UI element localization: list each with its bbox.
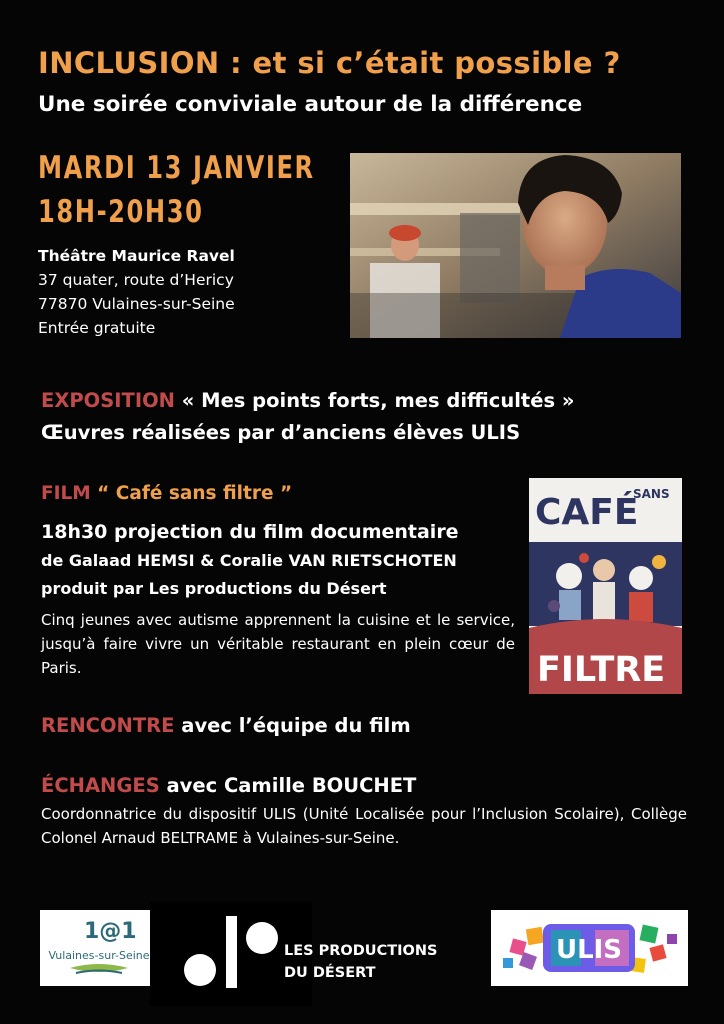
film-directors-line: de Galaad HEMSI & Coralie VAN RIETSCHOTEN — [41, 551, 457, 570]
echanges-heading — [41, 774, 416, 797]
venue-address-line1: 37 quater, route d’Hericy — [38, 271, 234, 289]
film-title: “ Café sans filtre ” — [90, 483, 293, 504]
film-description: Cinq jeunes avec autisme apprennent la cuisine et le service, jusqu’à faire vivre un véritable restaurant en plein cœur de Paris. — [41, 611, 515, 677]
ulis-logo-text: ULIS — [555, 935, 623, 965]
echanges-text: avec Camille BOUCHET — [159, 774, 417, 797]
entry-info: Entrée gratuite — [38, 319, 156, 337]
echanges-label: ÉCHANGES — [41, 774, 160, 797]
exposition-label: EXPOSITION — [41, 389, 175, 412]
ulis-logo — [491, 910, 688, 986]
productions-logo-line1: LES PRODUCTIONS — [284, 943, 438, 959]
venue-address-line2: 77870 Vulaines-sur-Seine — [38, 295, 235, 313]
exposition-heading — [41, 389, 574, 412]
event-time: 18H-20H30 — [38, 194, 204, 230]
exposition-title: « Mes points forts, mes difficultés » — [174, 389, 575, 412]
productions-logo-text — [284, 940, 437, 984]
productions-logo-line2: DU DÉSERT — [284, 965, 376, 981]
film-heading — [41, 483, 292, 504]
event-date: MARDI 13 JANVIER — [38, 150, 315, 186]
rencontre-text: avec l’équipe du film — [174, 714, 411, 737]
rencontre-label: RENCONTRE — [41, 714, 175, 737]
page-subtitle: Une soirée conviviale autour de la différence — [38, 92, 583, 117]
poster-title-sans: SANS — [633, 487, 670, 501]
vulaines-mark: 1@1 — [84, 919, 137, 944]
page-title: INCLUSION : et si c’était possible ? — [38, 46, 621, 80]
rencontre-heading — [41, 714, 411, 737]
venue-name: Théâtre Maurice Ravel — [38, 247, 235, 265]
poster-title-top: CAFÉ — [535, 492, 639, 533]
echanges-description: Coordonnatrice du dispositif ULIS (Unité Localisée pour l’Inclusion Scolaire), Collège Colonel Arnaud BELTRAME à Vulaines-sur-Seine. — [41, 805, 687, 847]
film-poster — [529, 478, 682, 694]
vulaines-logo-text: Vulaines-sur-Seine — [48, 949, 150, 962]
film-producer-line: produit par Les productions du Désert — [41, 579, 387, 598]
vulaines-logo — [40, 910, 158, 986]
exposition-subtitle: Œuvres réalisées par d’anciens élèves ULIS — [41, 421, 521, 444]
poster-title-bottom: FILTRE — [537, 650, 666, 690]
film-still-photo — [350, 153, 681, 338]
film-label: FILM — [41, 483, 91, 504]
film-screening-line: 18h30 projection du film documentaire — [41, 521, 459, 543]
